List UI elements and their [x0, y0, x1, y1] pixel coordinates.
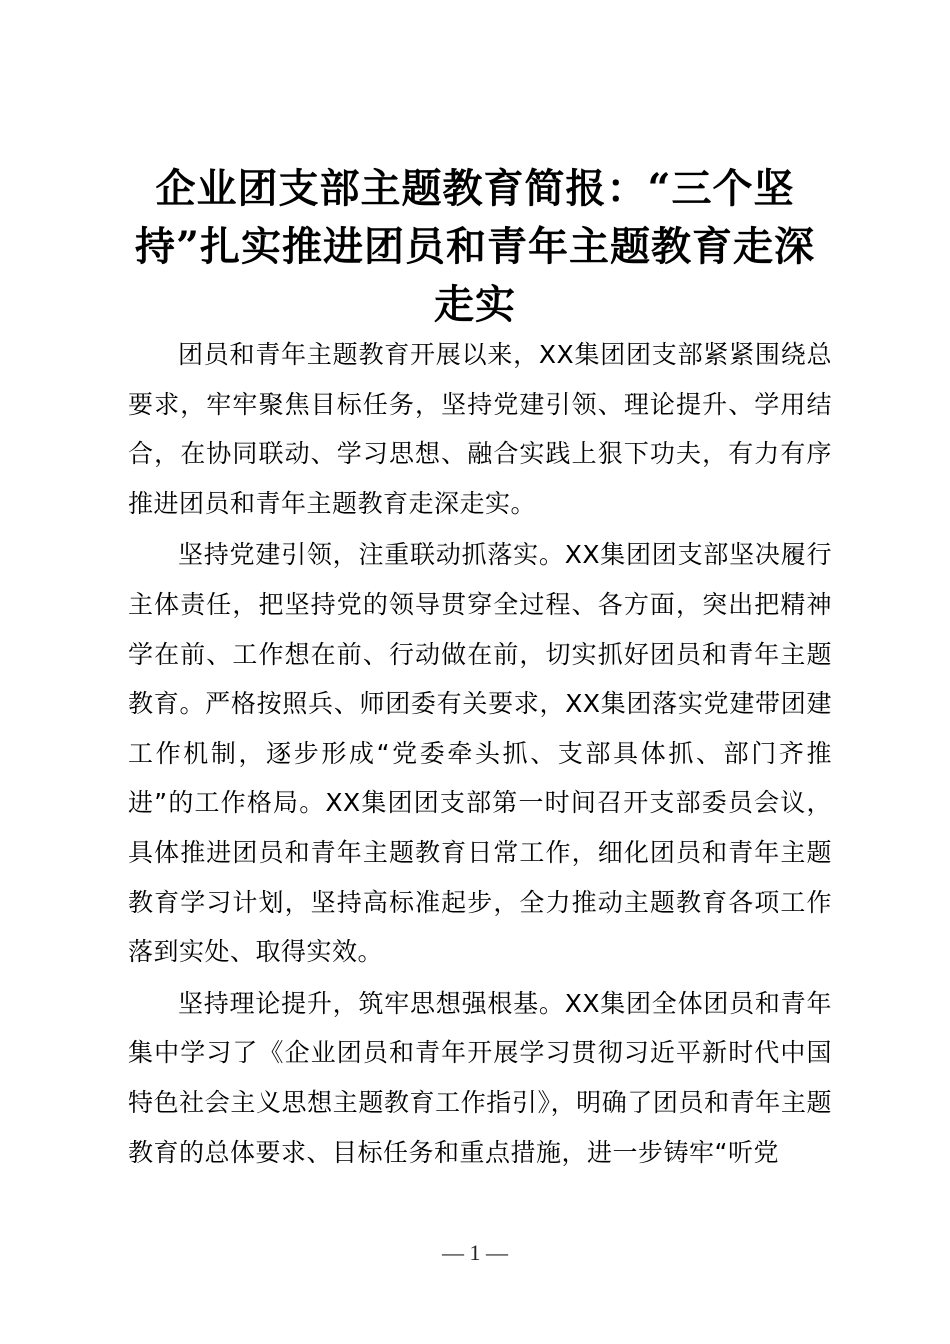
paragraph-intro: 团员和青年主题教育开展以来，XX集团团支部紧紧围绕总要求，牢牢聚焦目标任务，坚持党建引领、理论提升、学用结合，在协同联动、学习思想、融合实践上狠下功夫，有力有序推进团员和青年主题教育走深走实。: [128, 340, 832, 518]
paragraph-theory: 坚持理论提升，筑牢思想强根基。XX集团全体团员和青年集中学习了《企业团员和青年开展学习贯彻习近平新时代中国特色社会主义思想主题教育工作指引》，明确了团员和青年主题教育的总体要求、目标任务和重点措施，进一步铸牢“听党: [128, 988, 832, 1167]
paragraph-party-leadership: 坚持党建引领，注重联动抓落实。XX集团团支部坚决履行主体责任，把坚持党的领导贯穿全过程、各方面，突出把精神学在前、工作想在前、行动做在前，切实抓好团员和青年主题教育。严格按照兵、师团委有关要求，XX集团落实党建带团建工作机制，逐步形成“党委牵头抓、支部具体抓、部门齐推进”的工作格局。XX集团团支部第一时间召开支部委员会议，具体推进团员和青年主题教育日常工作，细化团员和青年主题教育学习计划，坚持高标准起步，全力推动主题教育各项工作落到实处、取得实效。: [128, 540, 832, 967]
document-title: 企业团支部主题教育简报：“三个坚持”扎实推进团员和青年主题教育走深走实: [134, 165, 815, 328]
document-body: [128, 330, 832, 1179]
page-number: — 1 —: [442, 1240, 508, 1265]
